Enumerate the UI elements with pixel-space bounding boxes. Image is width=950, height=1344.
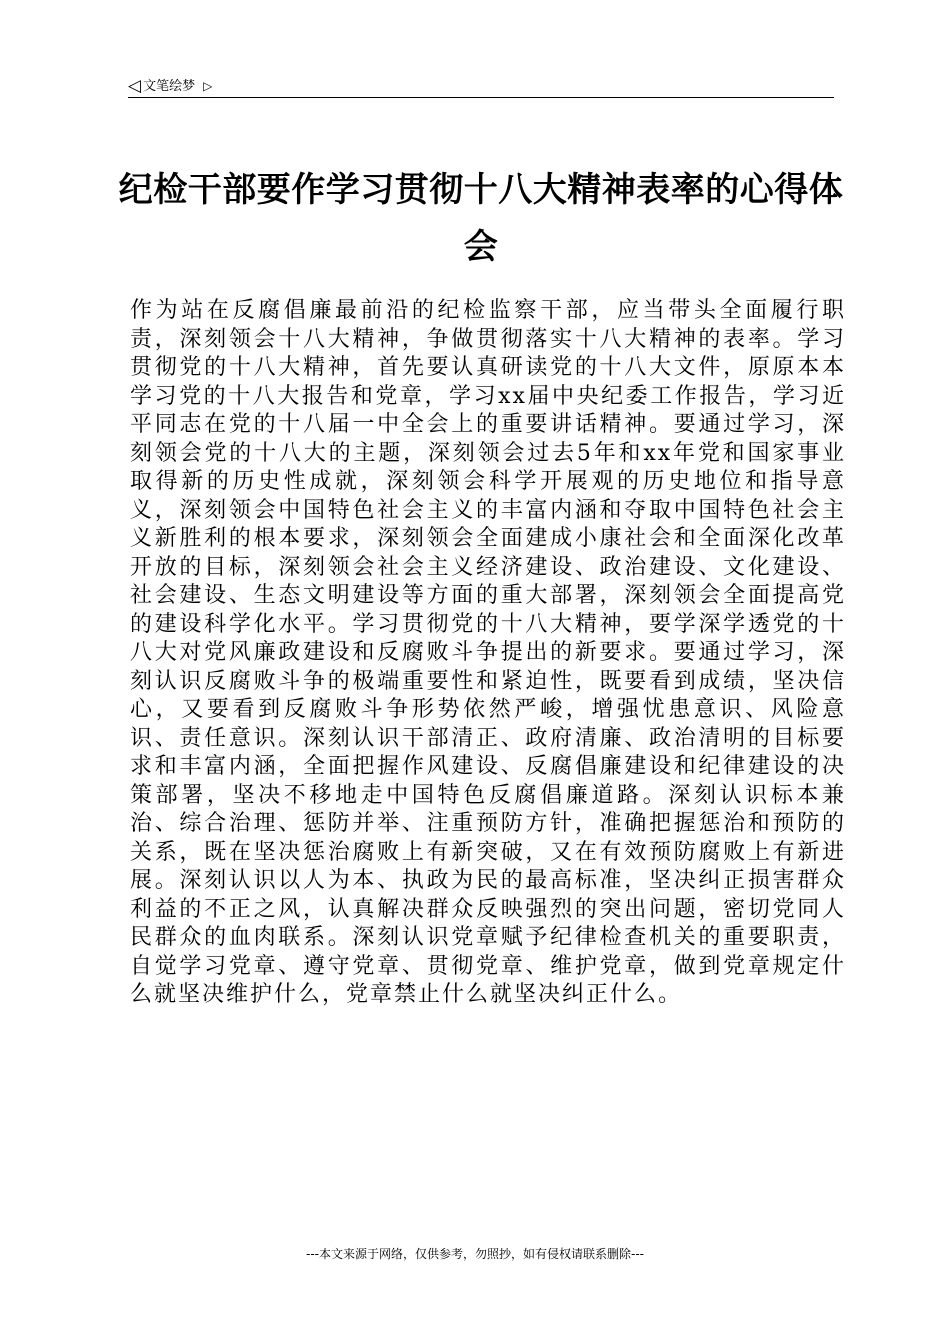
paragraph: 作为站在反腐倡廉最前沿的纪检监察干部，应当带头全面履行职责，深刻领会十八大精神，争做贯彻落实十八大精神的表率。 [130, 298, 846, 352]
paragraph: 要通过学习，深刻领会党的十八大的主题，深刻领会过去5年和xx年党和国家事业取得新的历史性成就，深刻领会科学开展观的历史地位和指导意义，深刻领会中国特色社会主义的丰富内涵和夺取中国特色社会主义新胜利的根本要求，深刻领会全面建成小康社会和全面深化改革开放的目标，深刻领会社会主义经济建设、政治建设、文化建设、社会建设、生态文明建设等方面的重大部署，深刻领会全面提高党的建设科学化水平。 [130, 412, 846, 637]
header-brand [128, 76, 212, 97]
page-header [128, 74, 834, 98]
paragraph: 学习贯彻党的十八大精神，首先要认真研读党的十八大文件，原原本本学习党的十八大报告和党章，学习xx届中央纪委工作报告，学习近平同志在党的十八届一中全会上的重要讲话精神。 [130, 326, 846, 437]
document-body [130, 297, 846, 1010]
source-disclaimer: ---本文来源于网络，仅供参考，勿照抄，如有侵权请联系删除--- [306, 1247, 644, 1261]
brand-name: 文笔绘梦 [143, 79, 196, 94]
triangle-left-icon: ◁ [128, 76, 142, 96]
header-divider [128, 97, 834, 98]
paragraph: 学习贯彻党的十八大精神，要学深学透党的十八大对党风廉政建设和反腐败斗争提出的新要求。要通过学习，深刻认识反腐败斗争的极端重要性和紧迫性，既要看到成绩，坚决信心，又要看到反腐败斗争形势依然严峻，增强忧患意识、风险意识、责任意识。深刻认识干部清正、政府清廉、政治清明的目标要求和丰富内涵，全面把握作风建设、反腐倡廉建设和纪律建设的决策部署，坚决不移地走中国特色反腐倡廉道路。深刻认识标本兼治、综合治理、惩防并举、注重预防方针，准确把握惩治和预防的关系，既在坚决惩治腐败上有新突破，又在有效预防腐败上有新进展。深刻认识以人为本、执政为民的最高标准，坚决纠正损害群众利益的不正之风，认真解决群众反映强烈的突出问题，密切党同人民群众的血肉联系。深刻认识党章赋予纪律检查机关的重要职责，自觉学习党章、遵守党章、贯彻党章、维护党章，做到党章规定什么就坚决维护什么，党章禁止什么就坚决纠正什么。 [130, 611, 846, 1007]
triangle-right-icon: ▷ [203, 79, 213, 93]
document-title: 纪检干部要作学习贯彻十八大精神表率的心得体会 [118, 170, 844, 267]
